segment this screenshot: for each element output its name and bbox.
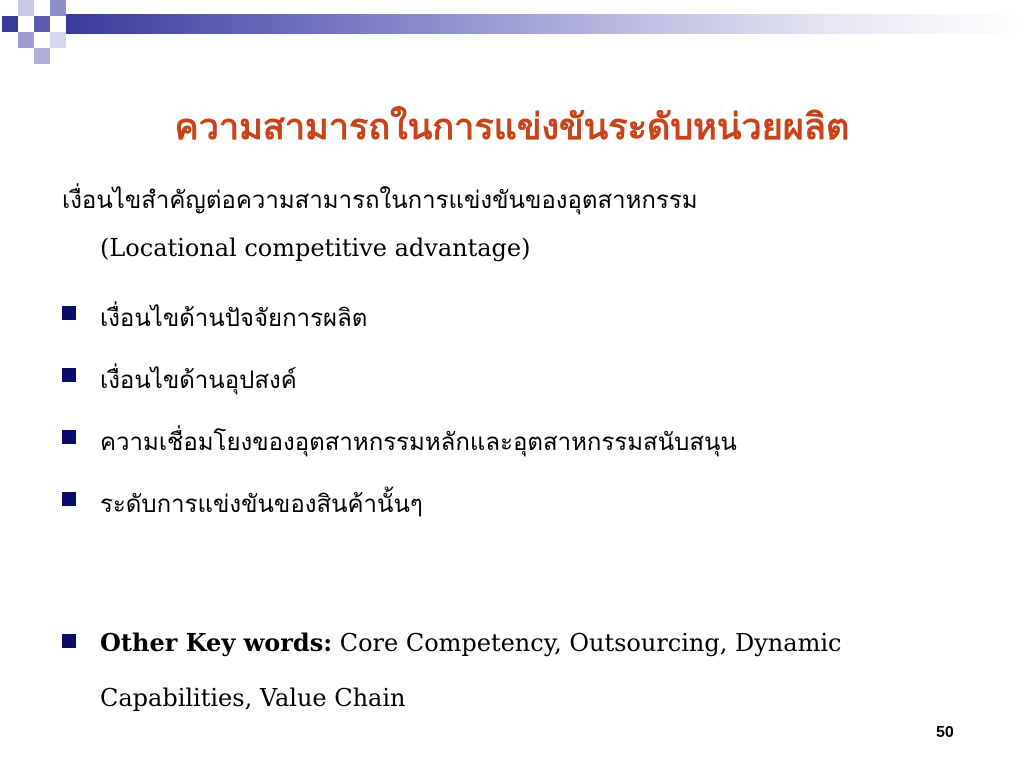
other-keywords-line2: Capabilities, Value Chain xyxy=(100,684,406,712)
gradient-bar xyxy=(66,14,1024,34)
other-keywords-label: Other Key words: xyxy=(100,628,333,657)
intro-text: เงื่อนไขสำคัญต่อความสามารถในการแข่งขันของอุตสาหกรรม xyxy=(62,186,698,214)
deco-square xyxy=(18,32,34,48)
list-item xyxy=(62,298,992,360)
header-decoration xyxy=(0,0,1024,60)
deco-square xyxy=(2,16,18,32)
bullet-square-icon xyxy=(62,306,76,320)
bullet-text: ระดับการแข่งขันของสินค้านั้นๆ xyxy=(100,490,423,518)
list-item xyxy=(62,360,992,422)
bullet-text: ความเชื่อมโยงของอุตสาหกรรมหลักและอุตสาหกรรมสนับสนุน xyxy=(100,428,737,456)
other-keywords-line1 xyxy=(100,628,841,657)
other-keywords-text: Core Competency, Outsourcing, Dynamic xyxy=(332,629,842,657)
bullet-text: เงื่อนไขด้านอุปสงค์ xyxy=(100,366,297,394)
bullet-square-icon xyxy=(62,368,76,382)
list-item xyxy=(62,422,992,484)
page-number: 50 xyxy=(936,724,954,741)
bullet-square-icon xyxy=(62,634,76,648)
slide-title: ความสามารถในการแข่งขันระดับหน่วยผลิต xyxy=(174,107,850,148)
deco-square xyxy=(18,0,34,16)
bullet-list xyxy=(62,298,992,546)
deco-square xyxy=(50,32,66,48)
list-item xyxy=(62,484,992,546)
intro-english: (Locational competitive advantage) xyxy=(100,234,531,262)
bullet-text: เงื่อนไขด้านปัจจัยการผลิต xyxy=(100,304,368,332)
bullet-square-icon xyxy=(62,430,76,444)
deco-square xyxy=(50,0,66,16)
deco-square xyxy=(34,48,50,64)
deco-square xyxy=(34,16,50,32)
bullet-square-icon xyxy=(62,492,76,506)
